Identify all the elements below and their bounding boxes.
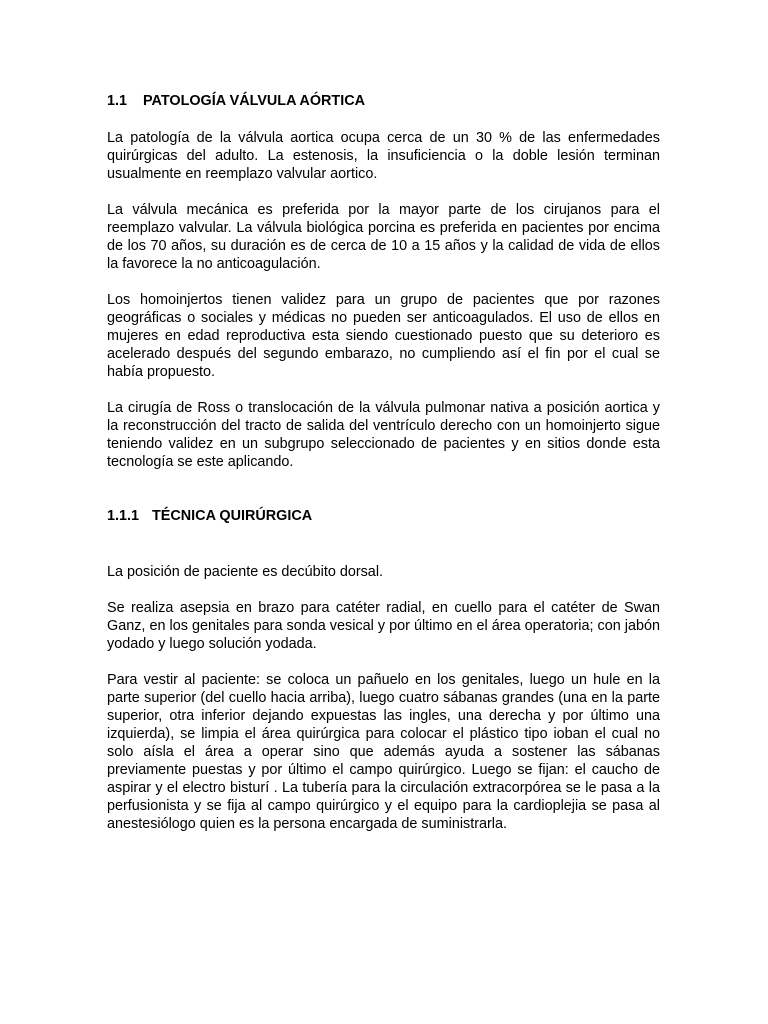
subsection-heading [107,507,660,525]
section-heading [107,92,660,110]
paragraph: Los homoinjertos tienen validez para un grupo de pacientes que por razones geográficas o sociales y médicas no pueden ser anticoagulados. El uso de ellos en mujeres en edad reproductiva esta siendo cuestionado puesto que su deterioro es acelerado después del segundo embarazo, no cumpliendo así el fin por el cual se había propuesto. [107,292,660,380]
paragraph: La posición de paciente es decúbito dorsal. [107,564,384,580]
paragraph: La válvula mecánica es preferida por la mayor parte de los cirujanos para el reemplazo valvular. La válvula biológica porcina es preferida en pacientes por encima de los 70 años, su duración es de cerca de 10 a 15 años y la calidad de vida de ellos la favorece la no anticoagulación. [107,202,660,272]
paragraph: La cirugía de Ross o translocación de la válvula pulmonar nativa a posición aortica y la reconstrucción del tracto de salida del ventrículo derecho con un homoinjerto sigue teniendo validez en un subgrupo seleccionado de pacientes y en sitios donde esta tecnología se este aplicando. [107,400,660,470]
subsection-number: 1.1.1 [107,508,140,524]
document-body [107,92,660,833]
section-number: 1.1 [107,93,128,109]
section-title: PATOLOGÍA VÁLVULA AÓRTICA [143,93,365,109]
subsection-title: TÉCNICA QUIRÚRGICA [152,508,313,524]
paragraph: La patología de la válvula aortica ocupa cerca de un 30 % de las enfermedades quirúrgicas del adulto. La estenosis, la insuficiencia o la doble lesión terminan usualmente en reemplazo valvular aortico. [107,130,660,182]
paragraph: Se realiza asepsia en brazo para catéter radial, en cuello para el catéter de Swan Ganz, en los genitales para sonda vesical y por último en el área operatoria; con jabón yodado y luego solución yodada. [107,600,660,652]
paragraph: Para vestir al paciente: se coloca un pañuelo en los genitales, luego un hule en la parte superior (del cuello hacia arriba), luego cuatro sábanas grandes (una en la parte superior, otra inferior dejando expuestas las ingles, una derecha y por último una izquierda), se limpia el área quirúrgica para colocar el plástico tipo ioban el cual no solo aísla el área a operar sino que además ayuda a sostener las sábanas previamente puestas y por último el campo quirúrgico. Luego se fijan: el caucho de aspirar y el electro bisturí . La tubería para la circulación extracorpórea se le pasa a la perfusionista y se fija al campo quirúrgico y el equipo para la cardioplejia se pasa al anestesiólogo quien es la persona encargada de suministrarla. [107,672,660,832]
